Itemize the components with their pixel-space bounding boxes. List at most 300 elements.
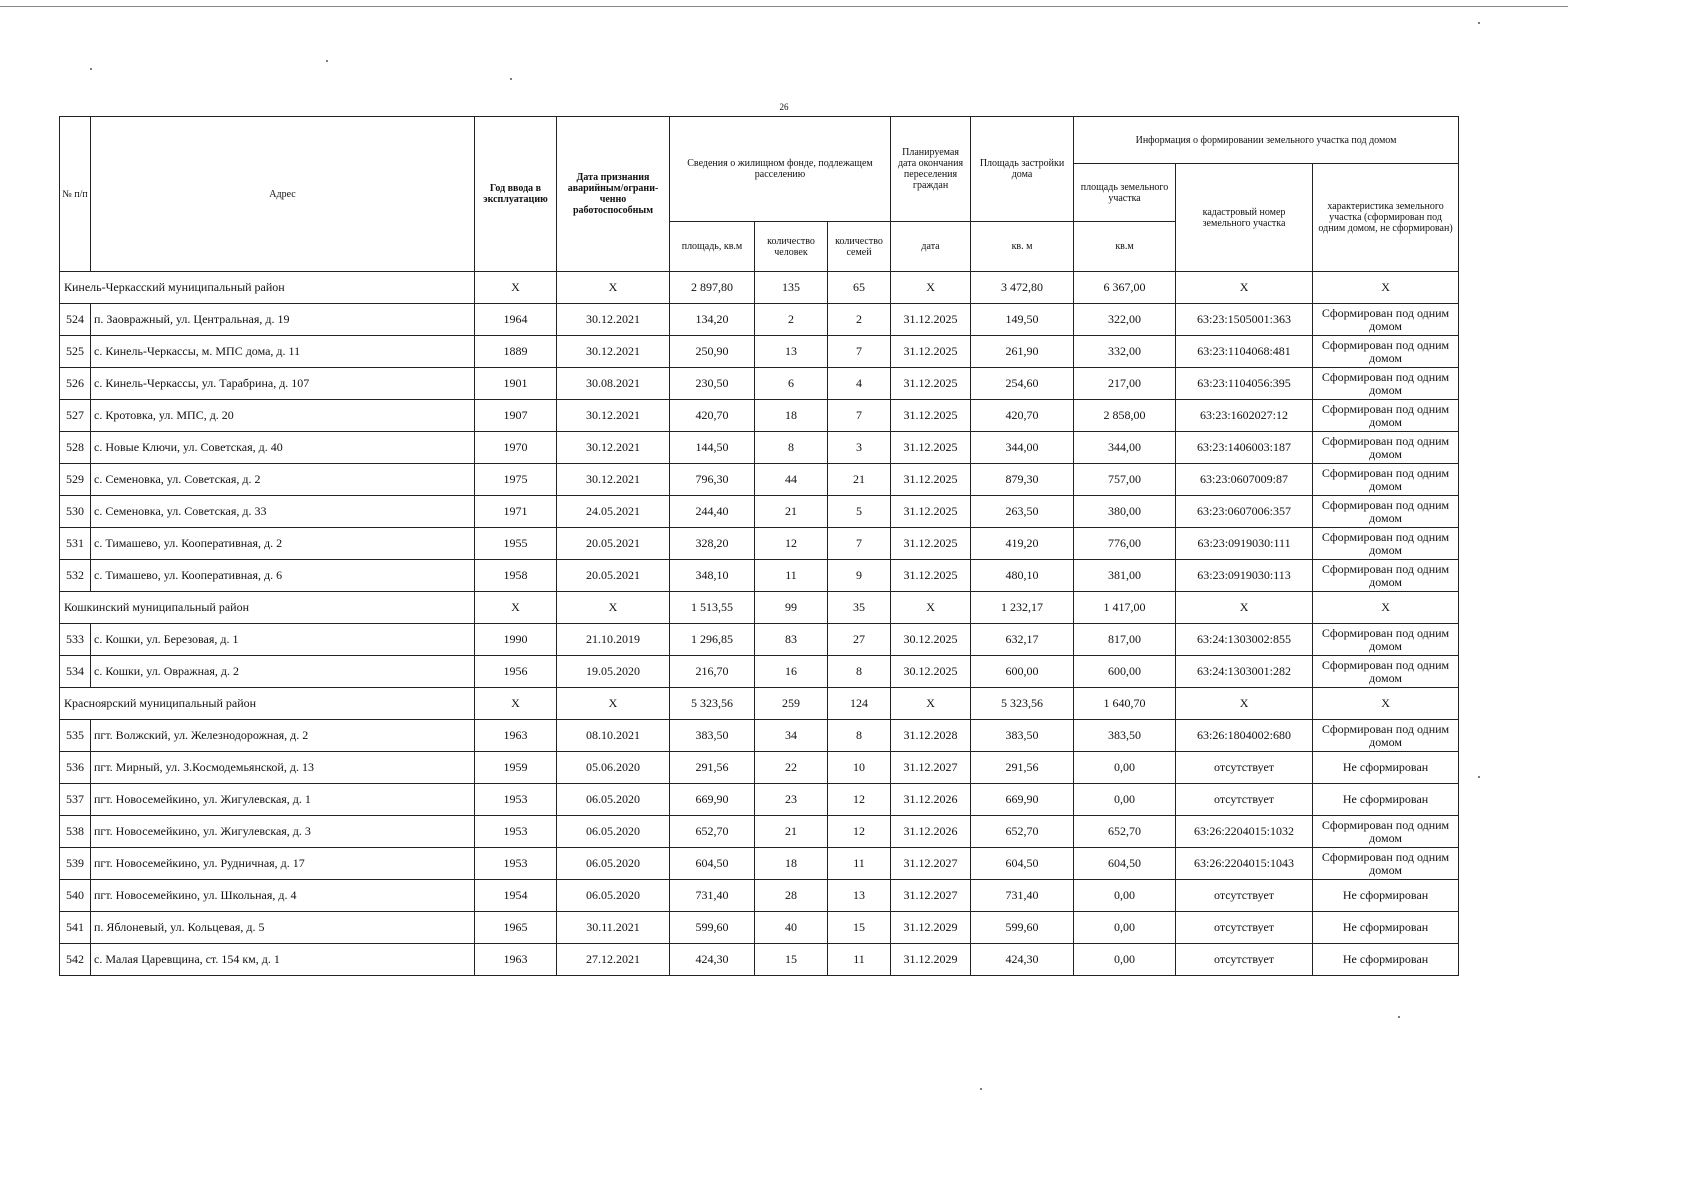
cell-families: 8 — [828, 656, 891, 688]
table-row — [60, 880, 1459, 912]
district-name: Кинель-Черкасский муниципальный район — [60, 272, 475, 304]
cell-planned-date: 31.12.2028 — [891, 720, 971, 752]
district-building-area: 3 472,80 — [971, 272, 1074, 304]
cell-planned-date: 31.12.2025 — [891, 496, 971, 528]
cell-planned-date: 31.12.2025 — [891, 432, 971, 464]
cell-num: 538 — [60, 816, 91, 848]
cell-cadastral: 63:23:0919030:111 — [1176, 528, 1313, 560]
cell-area: 796,30 — [670, 464, 755, 496]
cell-address: пгт. Новосемейкино, ул. Рудничная, д. 17 — [91, 848, 475, 880]
cell-cadastral: отсутствует — [1176, 912, 1313, 944]
cell-people: 83 — [755, 624, 828, 656]
table-row — [60, 304, 1459, 336]
cell-building-area: 149,50 — [971, 304, 1074, 336]
cell-cadastral: 63:23:1104056:395 — [1176, 368, 1313, 400]
district-recognition-date: X — [557, 688, 670, 720]
scan-speck — [90, 68, 92, 70]
resettlement-table — [59, 116, 1459, 976]
table-row — [60, 720, 1459, 752]
cell-num: 536 — [60, 752, 91, 784]
cell-recognition-date: 20.05.2021 — [557, 528, 670, 560]
cell-land-area: 380,00 — [1074, 496, 1176, 528]
cell-year: 1955 — [475, 528, 557, 560]
cell-land-area: 322,00 — [1074, 304, 1176, 336]
cell-area: 291,56 — [670, 752, 755, 784]
cell-num: 527 — [60, 400, 91, 432]
cell-num: 524 — [60, 304, 91, 336]
cell-characteristic: Не сформирован — [1313, 912, 1459, 944]
cell-land-area: 817,00 — [1074, 624, 1176, 656]
cell-land-area: 652,70 — [1074, 816, 1176, 848]
cell-building-area: 599,60 — [971, 912, 1074, 944]
cell-address: с. Малая Царевщина, ст. 154 км, д. 1 — [91, 944, 475, 976]
cell-land-area: 600,00 — [1074, 656, 1176, 688]
cell-families: 15 — [828, 912, 891, 944]
cell-building-area: 480,10 — [971, 560, 1074, 592]
cell-people: 34 — [755, 720, 828, 752]
cell-area: 383,50 — [670, 720, 755, 752]
district-characteristic: X — [1313, 592, 1459, 624]
cell-year: 1889 — [475, 336, 557, 368]
scan-speck — [326, 60, 328, 62]
cell-characteristic: Не сформирован — [1313, 784, 1459, 816]
cell-num: 525 — [60, 336, 91, 368]
header-year: Год ввода в эксплуатацию — [475, 117, 557, 272]
cell-recognition-date: 27.12.2021 — [557, 944, 670, 976]
cell-characteristic: Сформирован под одним домом — [1313, 560, 1459, 592]
cell-land-area: 344,00 — [1074, 432, 1176, 464]
cell-num: 541 — [60, 912, 91, 944]
cell-address: с. Кошки, ул. Березовая, д. 1 — [91, 624, 475, 656]
cell-families: 2 — [828, 304, 891, 336]
district-area: 2 897,80 — [670, 272, 755, 304]
cell-cadastral: 63:23:0919030:113 — [1176, 560, 1313, 592]
cell-cadastral: 63:23:0607009:87 — [1176, 464, 1313, 496]
cell-recognition-date: 08.10.2021 — [557, 720, 670, 752]
cell-families: 7 — [828, 528, 891, 560]
cell-num: 531 — [60, 528, 91, 560]
cell-people: 21 — [755, 816, 828, 848]
cell-recognition-date: 05.06.2020 — [557, 752, 670, 784]
district-cadastral: X — [1176, 272, 1313, 304]
cell-area: 216,70 — [670, 656, 755, 688]
cell-recognition-date: 30.12.2021 — [557, 464, 670, 496]
cell-families: 5 — [828, 496, 891, 528]
table-row — [60, 560, 1459, 592]
cell-planned-date: 31.12.2027 — [891, 880, 971, 912]
cell-building-area: 263,50 — [971, 496, 1074, 528]
district-recognition-date: X — [557, 272, 670, 304]
header-date: дата — [891, 222, 971, 272]
cell-area: 652,70 — [670, 816, 755, 848]
cell-area: 420,70 — [670, 400, 755, 432]
cell-land-area: 604,50 — [1074, 848, 1176, 880]
cell-people: 28 — [755, 880, 828, 912]
header-kv-m2: кв.м — [1074, 222, 1176, 272]
cell-planned-date: 31.12.2029 — [891, 944, 971, 976]
cell-building-area: 879,30 — [971, 464, 1074, 496]
cell-planned-date: 31.12.2027 — [891, 848, 971, 880]
cell-families: 13 — [828, 880, 891, 912]
district-planned-date: X — [891, 592, 971, 624]
cell-characteristic: Сформирован под одним домом — [1313, 720, 1459, 752]
table-body — [60, 272, 1459, 976]
scan-speck — [1478, 776, 1480, 778]
cell-cadastral: 63:23:0607006:357 — [1176, 496, 1313, 528]
cell-recognition-date: 24.05.2021 — [557, 496, 670, 528]
scan-speck — [1478, 22, 1480, 24]
cell-families: 3 — [828, 432, 891, 464]
cell-people: 11 — [755, 560, 828, 592]
cell-planned-date: 31.12.2025 — [891, 368, 971, 400]
cell-families: 7 — [828, 336, 891, 368]
district-people: 135 — [755, 272, 828, 304]
cell-address: пгт. Новосемейкино, ул. Жигулевская, д. 3 — [91, 816, 475, 848]
scan-speck — [980, 1088, 982, 1090]
cell-people: 8 — [755, 432, 828, 464]
district-people: 99 — [755, 592, 828, 624]
cell-cadastral: 63:23:1602027:12 — [1176, 400, 1313, 432]
cell-planned-date: 31.12.2029 — [891, 912, 971, 944]
cell-year: 1953 — [475, 848, 557, 880]
cell-recognition-date: 06.05.2020 — [557, 816, 670, 848]
table-header — [60, 117, 1459, 272]
cell-area: 599,60 — [670, 912, 755, 944]
cell-building-area: 669,90 — [971, 784, 1074, 816]
cell-people: 18 — [755, 848, 828, 880]
cell-people: 6 — [755, 368, 828, 400]
district-year: X — [475, 592, 557, 624]
cell-cadastral: 63:26:2204015:1032 — [1176, 816, 1313, 848]
cell-recognition-date: 06.05.2020 — [557, 784, 670, 816]
district-characteristic: X — [1313, 272, 1459, 304]
cell-year: 1956 — [475, 656, 557, 688]
cell-people: 16 — [755, 656, 828, 688]
cell-planned-date: 31.12.2025 — [891, 528, 971, 560]
cell-people: 15 — [755, 944, 828, 976]
table-row — [60, 784, 1459, 816]
cell-families: 11 — [828, 848, 891, 880]
header-planned-date: Планируемая дата окончания переселения граждан — [891, 117, 971, 222]
cell-building-area: 424,30 — [971, 944, 1074, 976]
table-row — [60, 464, 1459, 496]
scan-speck — [1398, 1016, 1400, 1018]
header-people: количество человек — [755, 222, 828, 272]
cell-cadastral: отсутствует — [1176, 880, 1313, 912]
cell-area: 1 296,85 — [670, 624, 755, 656]
num-address-header — [60, 117, 475, 272]
cell-num: 526 — [60, 368, 91, 400]
cell-year: 1958 — [475, 560, 557, 592]
cell-building-area: 600,00 — [971, 656, 1074, 688]
cell-area: 669,90 — [670, 784, 755, 816]
district-row — [60, 592, 1459, 624]
cell-characteristic: Не сформирован — [1313, 944, 1459, 976]
cell-land-area: 332,00 — [1074, 336, 1176, 368]
cell-building-area: 731,40 — [971, 880, 1074, 912]
cell-characteristic: Не сформирован — [1313, 880, 1459, 912]
cell-planned-date: 31.12.2025 — [891, 464, 971, 496]
cell-num: 535 — [60, 720, 91, 752]
cell-recognition-date: 20.05.2021 — [557, 560, 670, 592]
table-row — [60, 752, 1459, 784]
cell-address: пгт. Новосемейкино, ул. Жигулевская, д. 1 — [91, 784, 475, 816]
cell-land-area: 0,00 — [1074, 912, 1176, 944]
district-name: Кошкинский муниципальный район — [60, 592, 475, 624]
cell-address: пгт. Волжский, ул. Железнодорожная, д. 2 — [91, 720, 475, 752]
cell-people: 44 — [755, 464, 828, 496]
district-name: Красноярский муниципальный район — [60, 688, 475, 720]
cell-cadastral: 63:26:2204015:1043 — [1176, 848, 1313, 880]
district-year: X — [475, 272, 557, 304]
cell-year: 1963 — [475, 720, 557, 752]
header-land-group: Информация о формировании земельного участка под домом — [1074, 117, 1459, 164]
header-recognition-date: Дата признания аварийным/ограни-ченно работоспособным — [557, 117, 670, 272]
header-cadastral: кадастровый номер земельного участка — [1176, 164, 1313, 272]
cell-building-area: 632,17 — [971, 624, 1074, 656]
cell-num: 532 — [60, 560, 91, 592]
cell-building-area: 604,50 — [971, 848, 1074, 880]
cell-families: 9 — [828, 560, 891, 592]
cell-building-area: 652,70 — [971, 816, 1074, 848]
cell-families: 4 — [828, 368, 891, 400]
page-number: 26 — [779, 102, 789, 112]
cell-num: 540 — [60, 880, 91, 912]
cell-land-area: 217,00 — [1074, 368, 1176, 400]
header-housing-group: Сведения о жилищном фонде, подлежащем расселению — [670, 117, 891, 222]
cell-land-area: 0,00 — [1074, 880, 1176, 912]
district-land-area: 1 640,70 — [1074, 688, 1176, 720]
table-row — [60, 656, 1459, 688]
district-area: 5 323,56 — [670, 688, 755, 720]
cell-address: с. Тимашево, ул. Кооперативная, д. 2 — [91, 528, 475, 560]
scan-edge-line — [0, 6, 1568, 7]
cell-building-area: 383,50 — [971, 720, 1074, 752]
cell-num: 529 — [60, 464, 91, 496]
district-planned-date: X — [891, 272, 971, 304]
cell-people: 2 — [755, 304, 828, 336]
cell-cadastral: отсутствует — [1176, 944, 1313, 976]
district-characteristic: X — [1313, 688, 1459, 720]
cell-people: 12 — [755, 528, 828, 560]
district-families: 65 — [828, 272, 891, 304]
cell-address: п. Заовражный, ул. Центральная, д. 19 — [91, 304, 475, 336]
cell-planned-date: 30.12.2025 — [891, 624, 971, 656]
cell-building-area: 261,90 — [971, 336, 1074, 368]
cell-area: 348,10 — [670, 560, 755, 592]
cell-address: п. Яблоневый, ул. Кольцевая, д. 5 — [91, 912, 475, 944]
cell-planned-date: 31.12.2027 — [891, 752, 971, 784]
cell-families: 11 — [828, 944, 891, 976]
cell-address: с. Семеновка, ул. Советская, д. 33 — [91, 496, 475, 528]
cell-building-area: 291,56 — [971, 752, 1074, 784]
header-num: № п/п — [60, 117, 91, 271]
cell-recognition-date: 30.11.2021 — [557, 912, 670, 944]
cell-characteristic: Сформирован под одним домом — [1313, 432, 1459, 464]
cell-people: 22 — [755, 752, 828, 784]
table-row — [60, 944, 1459, 976]
header-characteristic: характеристика земельного участка (сформирован под одним домом, не сформирован) — [1313, 164, 1459, 272]
cell-planned-date: 30.12.2025 — [891, 656, 971, 688]
district-families: 124 — [828, 688, 891, 720]
cell-land-area: 0,00 — [1074, 752, 1176, 784]
district-cadastral: X — [1176, 592, 1313, 624]
cell-area: 731,40 — [670, 880, 755, 912]
cell-num: 530 — [60, 496, 91, 528]
cell-area: 230,50 — [670, 368, 755, 400]
cell-year: 1971 — [475, 496, 557, 528]
cell-characteristic: Сформирован под одним домом — [1313, 848, 1459, 880]
cell-num: 537 — [60, 784, 91, 816]
cell-recognition-date: 30.12.2021 — [557, 400, 670, 432]
cell-characteristic: Сформирован под одним домом — [1313, 528, 1459, 560]
cell-people: 21 — [755, 496, 828, 528]
cell-families: 8 — [828, 720, 891, 752]
cell-characteristic: Сформирован под одним домом — [1313, 496, 1459, 528]
cell-num: 533 — [60, 624, 91, 656]
cell-cadastral: 63:23:1406003:187 — [1176, 432, 1313, 464]
table-row — [60, 816, 1459, 848]
table-row — [60, 528, 1459, 560]
cell-families: 7 — [828, 400, 891, 432]
table-row — [60, 496, 1459, 528]
cell-area: 144,50 — [670, 432, 755, 464]
cell-year: 1990 — [475, 624, 557, 656]
cell-year: 1964 — [475, 304, 557, 336]
cell-characteristic: Сформирован под одним домом — [1313, 400, 1459, 432]
cell-year: 1907 — [475, 400, 557, 432]
district-land-area: 1 417,00 — [1074, 592, 1176, 624]
cell-building-area: 420,70 — [971, 400, 1074, 432]
cell-land-area: 2 858,00 — [1074, 400, 1176, 432]
scan-speck — [510, 78, 512, 80]
table-row — [60, 368, 1459, 400]
district-land-area: 6 367,00 — [1074, 272, 1176, 304]
cell-people: 23 — [755, 784, 828, 816]
cell-planned-date: 31.12.2025 — [891, 560, 971, 592]
cell-people: 13 — [755, 336, 828, 368]
cell-cadastral: 63:26:1804002:680 — [1176, 720, 1313, 752]
cell-families: 10 — [828, 752, 891, 784]
cell-year: 1970 — [475, 432, 557, 464]
district-row — [60, 688, 1459, 720]
cell-recognition-date: 30.08.2021 — [557, 368, 670, 400]
cell-address: с. Кошки, ул. Овражная, д. 2 — [91, 656, 475, 688]
cell-characteristic: Сформирован под одним домом — [1313, 304, 1459, 336]
cell-year: 1953 — [475, 816, 557, 848]
cell-planned-date: 31.12.2025 — [891, 336, 971, 368]
cell-cadastral: отсутствует — [1176, 752, 1313, 784]
header-kv-m: кв. м — [971, 222, 1074, 272]
district-families: 35 — [828, 592, 891, 624]
cell-families: 27 — [828, 624, 891, 656]
header-building-area: Площадь застройки дома — [971, 117, 1074, 222]
cell-characteristic: Не сформирован — [1313, 752, 1459, 784]
district-recognition-date: X — [557, 592, 670, 624]
table-row — [60, 400, 1459, 432]
cell-address: с. Кинель-Черкассы, м. МПС дома, д. 11 — [91, 336, 475, 368]
district-building-area: 1 232,17 — [971, 592, 1074, 624]
cell-recognition-date: 30.12.2021 — [557, 336, 670, 368]
cell-area: 250,90 — [670, 336, 755, 368]
cell-recognition-date: 06.05.2020 — [557, 848, 670, 880]
header-families: количество семей — [828, 222, 891, 272]
cell-land-area: 0,00 — [1074, 944, 1176, 976]
cell-land-area: 757,00 — [1074, 464, 1176, 496]
cell-recognition-date: 30.12.2021 — [557, 304, 670, 336]
cell-characteristic: Сформирован под одним домом — [1313, 336, 1459, 368]
cell-year: 1963 — [475, 944, 557, 976]
cell-year: 1975 — [475, 464, 557, 496]
cell-address: с. Кинель-Черкассы, ул. Тарабрина, д. 107 — [91, 368, 475, 400]
cell-year: 1965 — [475, 912, 557, 944]
cell-area: 244,40 — [670, 496, 755, 528]
cell-address: пгт. Новосемейкино, ул. Школьная, д. 4 — [91, 880, 475, 912]
cell-planned-date: 31.12.2025 — [891, 304, 971, 336]
cell-address: с. Семеновка, ул. Советская, д. 2 — [91, 464, 475, 496]
cell-land-area: 0,00 — [1074, 784, 1176, 816]
table-row — [60, 432, 1459, 464]
cell-recognition-date: 30.12.2021 — [557, 432, 670, 464]
district-area: 1 513,55 — [670, 592, 755, 624]
district-cadastral: X — [1176, 688, 1313, 720]
cell-area: 424,30 — [670, 944, 755, 976]
cell-recognition-date: 21.10.2019 — [557, 624, 670, 656]
cell-land-area: 383,50 — [1074, 720, 1176, 752]
cell-families: 21 — [828, 464, 891, 496]
cell-address: с. Новые Ключи, ул. Советская, д. 40 — [91, 432, 475, 464]
cell-num: 542 — [60, 944, 91, 976]
cell-planned-date: 31.12.2026 — [891, 784, 971, 816]
cell-year: 1953 — [475, 784, 557, 816]
cell-land-area: 381,00 — [1074, 560, 1176, 592]
cell-people: 40 — [755, 912, 828, 944]
cell-area: 134,20 — [670, 304, 755, 336]
cell-num: 528 — [60, 432, 91, 464]
district-year: X — [475, 688, 557, 720]
district-people: 259 — [755, 688, 828, 720]
cell-year: 1901 — [475, 368, 557, 400]
cell-year: 1959 — [475, 752, 557, 784]
cell-address: пгт. Мирный, ул. З.Космодемьянской, д. 13 — [91, 752, 475, 784]
district-row — [60, 272, 1459, 304]
district-building-area: 5 323,56 — [971, 688, 1074, 720]
header-area-sqm: площадь, кв.м — [670, 222, 755, 272]
cell-cadastral: 63:23:1104068:481 — [1176, 336, 1313, 368]
cell-recognition-date: 19.05.2020 — [557, 656, 670, 688]
cell-recognition-date: 06.05.2020 — [557, 880, 670, 912]
cell-characteristic: Сформирован под одним домом — [1313, 816, 1459, 848]
cell-area: 604,50 — [670, 848, 755, 880]
cell-building-area: 419,20 — [971, 528, 1074, 560]
cell-families: 12 — [828, 784, 891, 816]
cell-building-area: 254,60 — [971, 368, 1074, 400]
header-land-area: площадь земельного участка — [1074, 164, 1176, 222]
cell-families: 12 — [828, 816, 891, 848]
table-row — [60, 848, 1459, 880]
cell-address: с. Кротовка, ул. МПС, д. 20 — [91, 400, 475, 432]
cell-people: 18 — [755, 400, 828, 432]
cell-characteristic: Сформирован под одним домом — [1313, 656, 1459, 688]
table-row — [60, 912, 1459, 944]
cell-characteristic: Сформирован под одним домом — [1313, 624, 1459, 656]
cell-cadastral: 63:24:1303002:855 — [1176, 624, 1313, 656]
cell-address: с. Тимашево, ул. Кооперативная, д. 6 — [91, 560, 475, 592]
header-address: Адрес — [269, 188, 296, 200]
cell-characteristic: Сформирован под одним домом — [1313, 368, 1459, 400]
cell-cadastral: 63:24:1303001:282 — [1176, 656, 1313, 688]
cell-area: 328,20 — [670, 528, 755, 560]
